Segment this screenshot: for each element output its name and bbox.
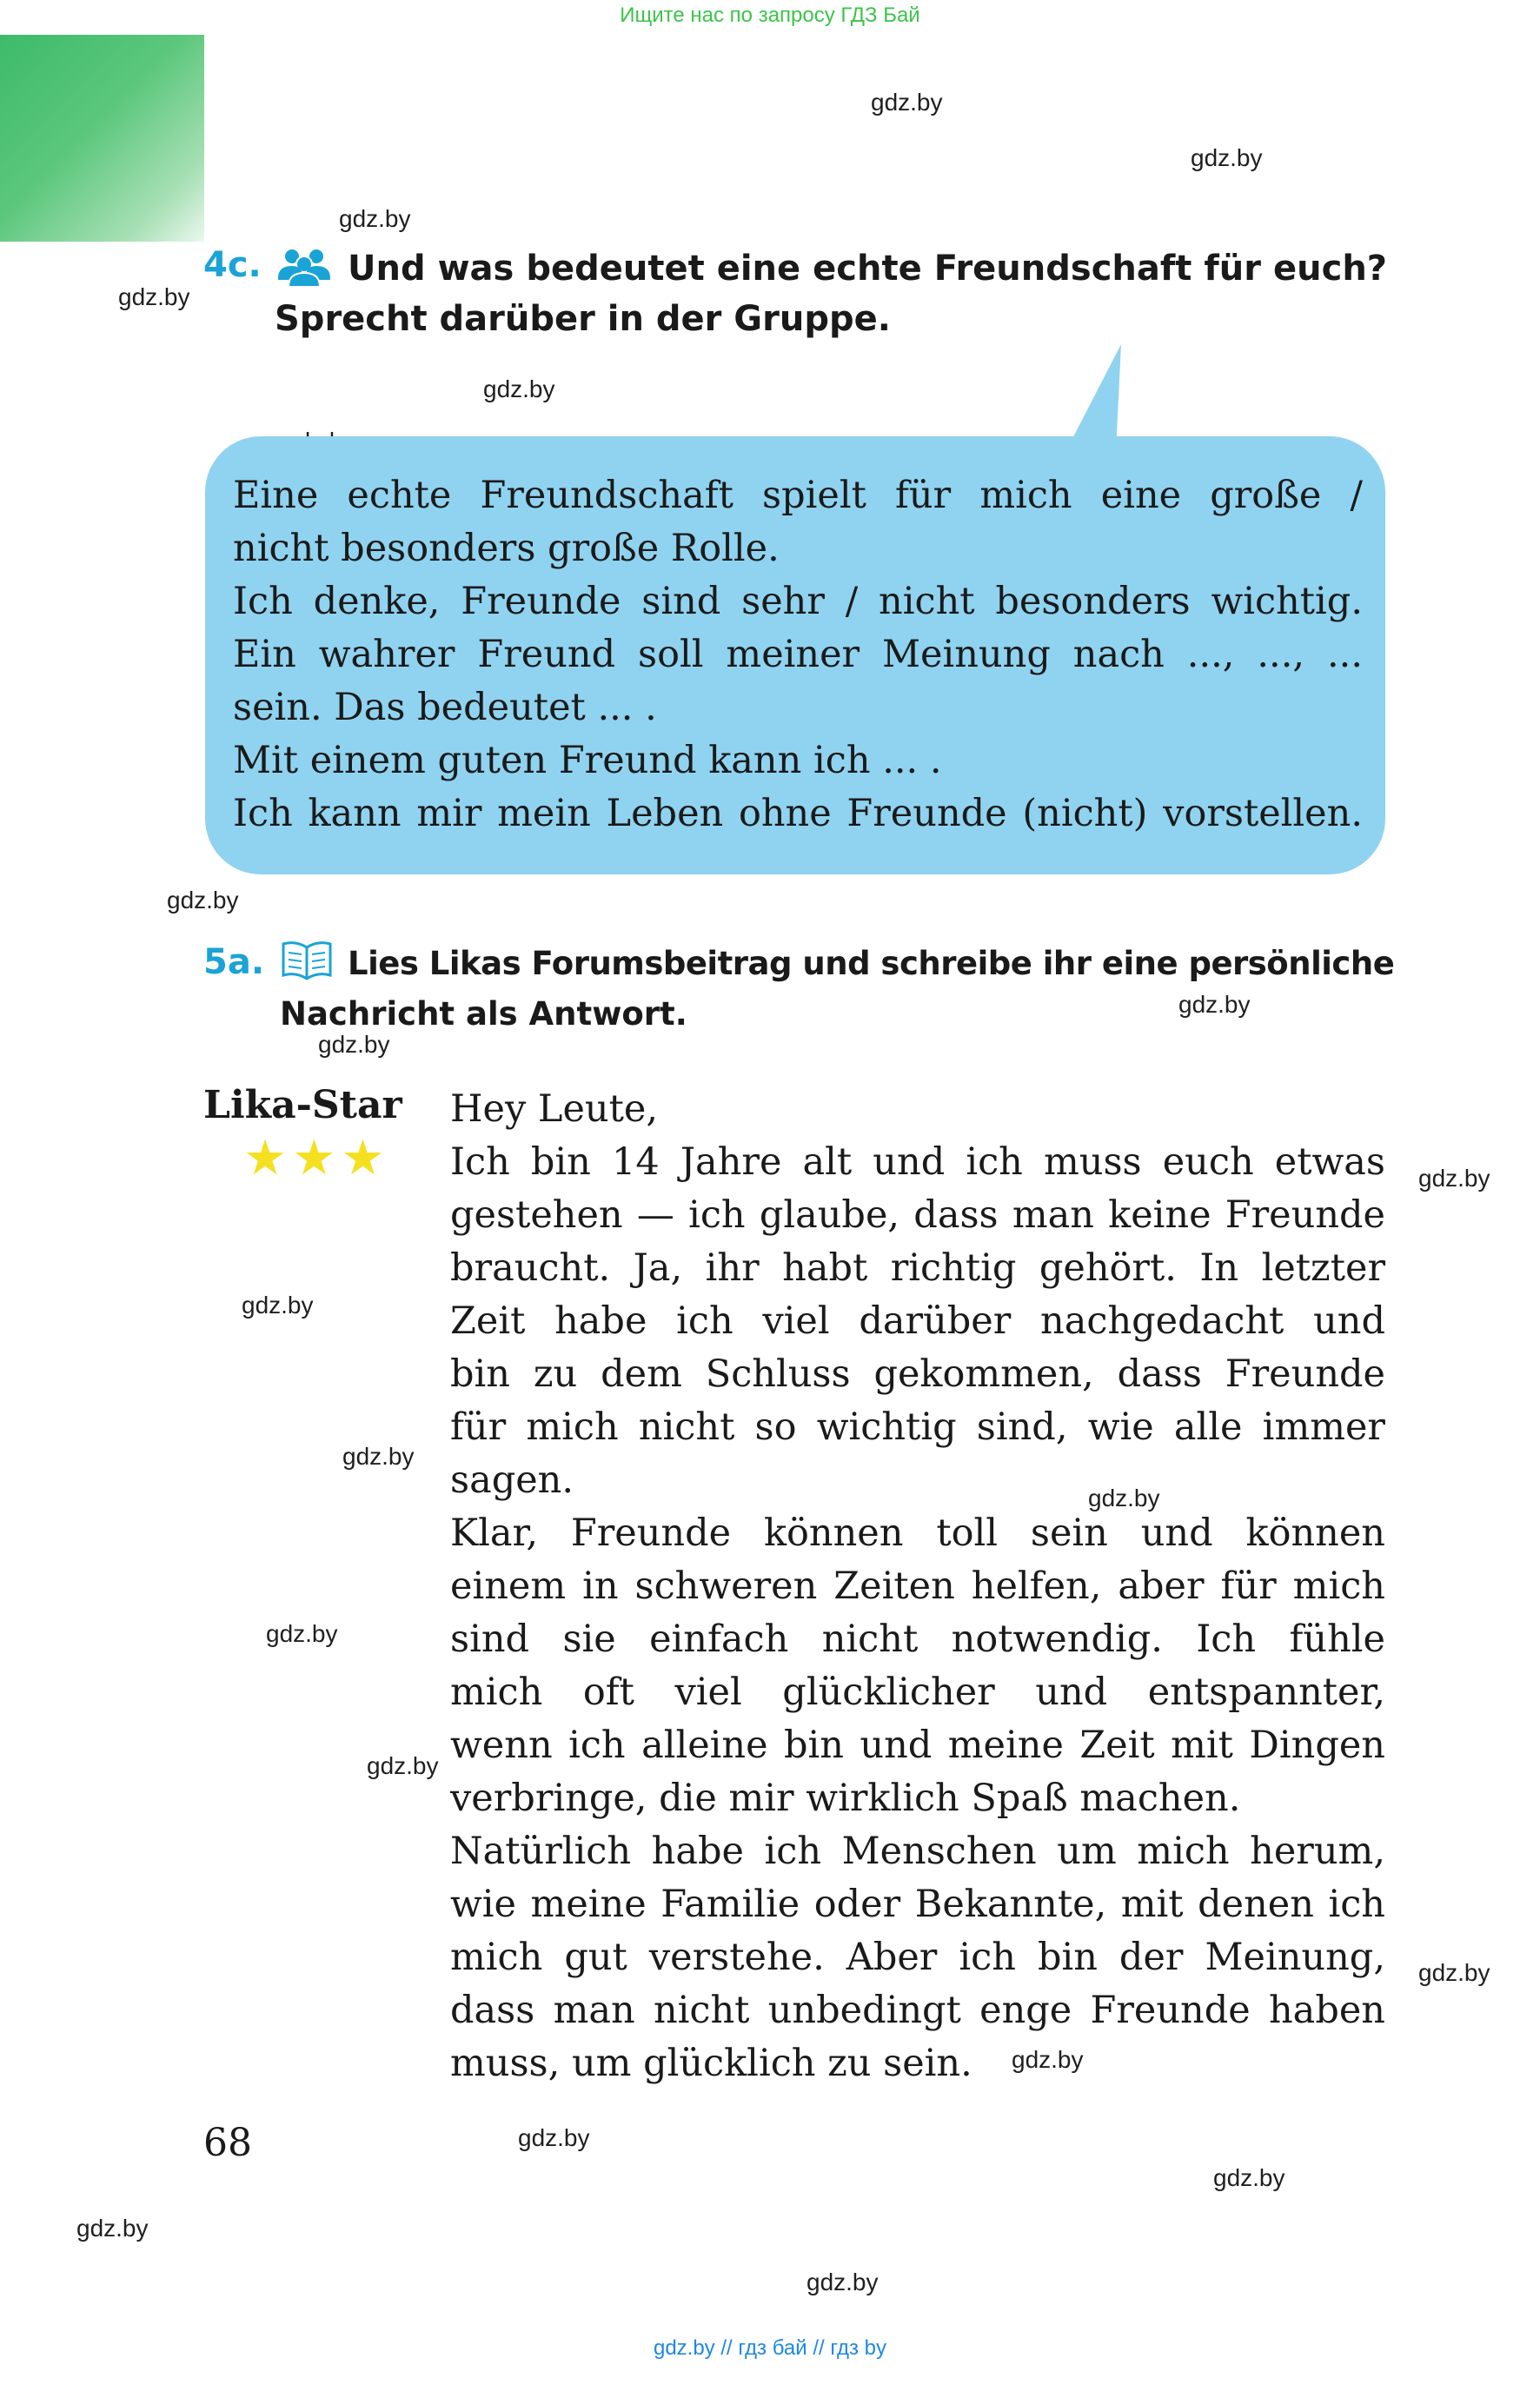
watermark: gdz.by [483,375,555,402]
exercise-5a-instruction-line2: Nachricht als Antwort. [280,995,687,1033]
green-corner-block [0,35,204,242]
bubble-line: Ich denke, Freunde sind sehr / nicht besonders wichtig. [233,580,1363,623]
watermark: gdz.by [1191,144,1263,171]
bubble-line: Ich kann mir mein Leben ohne Freunde (nicht) vorstellen. [233,792,1363,835]
post-line: muss, um glücklich zu sein. [450,2042,972,2085]
watermark: gdz.by [1213,2164,1285,2191]
watermark: gdz.by [807,2269,879,2295]
bubble-line: Ein wahrer Freund soll meiner Meinung nach ..., ..., ... [233,633,1363,676]
watermark: gdz.by [367,1752,439,1779]
post-line: sind sie einfach nicht notwendig. Ich fühle [450,1618,1385,1661]
watermark: gdz.by [1418,1165,1490,1192]
exercise-number-4c: 4c. [203,245,262,285]
post-line: bin zu dem Schluss gekommen, dass Freunde [450,1352,1385,1396]
post-line: Natürlich habe ich Menschen um mich herum, [450,1830,1385,1873]
watermark: gdz.by [871,89,943,116]
watermark: gdz.by [1088,1485,1160,1511]
watermark: gdz.by [318,1031,390,1058]
bubble-line: sein. Das bedeutet ... . [233,686,657,729]
top-banner[interactable]: Ищите нас по запросу ГДЗ Бай [620,3,920,27]
watermark: gdz.by [339,205,411,232]
forum-author-name: Lika-Star [203,1083,402,1127]
watermark: gdz.by [242,1292,314,1319]
forum-post-text [450,1083,1385,2090]
watermark: gdz.by [1012,2046,1084,2073]
watermark: gdz.by [118,283,190,310]
bubble-line: Mit einem guten Freund kann ich ... . [233,739,942,782]
post-line: mich oft viel glücklicher und entspannter, [450,1671,1385,1714]
post-line: braucht. Ja, ihr habt richtig gehört. In letzter [450,1246,1385,1290]
speech-bubble-text [233,469,1363,840]
post-line: Klar, Freunde können toll sein und können [450,1511,1385,1555]
exercise-4c-instruction-line1: Und was bedeutet eine echte Freundschaft für euch? [348,249,1387,289]
watermark: gdz.by [1178,991,1251,1018]
watermark: gdz.by [518,2124,590,2151]
bubble-line: Eine echte Freundschaft spielt für mich eine große / [233,474,1363,517]
watermark: gdz.by [342,1443,415,1470]
bubble-line: nicht besonders große Rolle. [233,527,780,570]
page-number: 68 [203,2121,252,2165]
post-line: verbringe, die mir wirklich Spaß machen. [450,1777,1241,1820]
post-line: sagen. [450,1458,574,1502]
watermark: gdz.by [1418,1959,1490,1986]
exercise-5a-instruction-line1: Lies Likas Forumsbeitrag und schreibe ihr eine persönliche [348,945,1395,982]
post-line: einem in schweren Zeiten helfen, aber für mich [450,1565,1385,1608]
exercise-4c-instruction-line2: Sprecht darüber in der Gruppe. [275,299,891,339]
watermark: gdz.by [266,1620,338,1647]
watermark: gdz.by [167,887,239,913]
post-line: dass man nicht unbedingt enge Freunde haben [450,1989,1385,2032]
watermark: gdz.by [76,2215,149,2242]
post-line: Hey Leute, [450,1087,658,1131]
post-line: mich gut verstehe. Aber ich bin der Meinung, [450,1936,1385,1979]
post-line: für mich nicht so wichtig sind, wie alle immer [450,1405,1385,1449]
post-line: wie meine Familie oder Bekannte, mit denen ich [450,1883,1385,1926]
post-line: gestehen — ich glaube, dass man keine Freunde [450,1193,1385,1237]
post-line: Zeit habe ich viel darüber nachgedacht und [450,1299,1385,1343]
footer-links[interactable]: gdz.by // гдз бай // гдз by [653,2336,887,2360]
post-line: wenn ich alleine bin und meine Zeit mit Dingen [450,1724,1385,1767]
post-line: Ich bin 14 Jahre alt und ich muss euch etwas [450,1140,1385,1184]
open-book-icon [280,939,334,982]
exercise-number-5a: 5a. [203,942,265,982]
group-people-icon [275,245,334,289]
author-rating-stars: ★★★ [243,1130,390,1186]
